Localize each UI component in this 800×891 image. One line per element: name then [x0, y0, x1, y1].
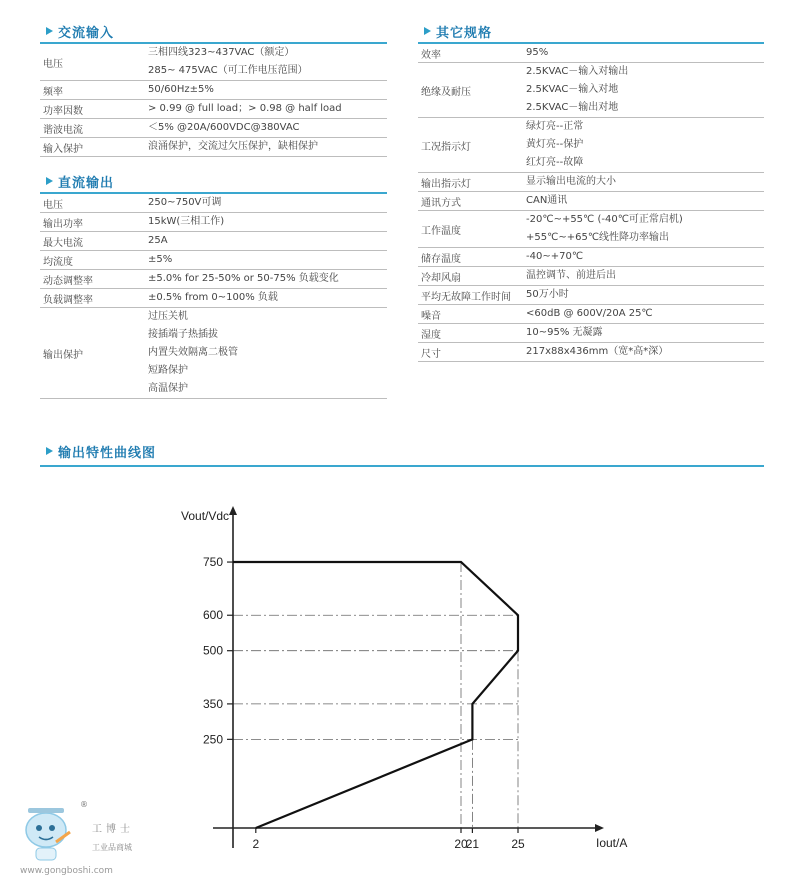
spec-value-line: 黄灯亮--保护	[526, 139, 584, 150]
spec-key: 输出保护	[40, 308, 145, 399]
spec-key: 负载调整率	[40, 289, 145, 308]
spec-key: 频率	[40, 81, 145, 100]
spec-value-line: 显示输出电流的大小	[526, 176, 616, 187]
spec-key: 尺寸	[418, 343, 523, 362]
spec-value-line: 内置失效隔离二极管	[148, 347, 238, 358]
spec-value-line: 2.5KVAC－输入对输出	[526, 66, 629, 77]
gongboshi-logo	[14, 800, 154, 885]
spec-key: 工作温度	[418, 211, 523, 248]
spec-value-line: +55℃~+65℃线性降功率输出	[526, 232, 670, 243]
spec-value-line: 50/60Hz±5%	[148, 84, 214, 95]
spec-value-line: ＜5% @20A/600VDC@380VAC	[148, 122, 300, 133]
dc-output-title: 直流输出	[58, 176, 115, 191]
spec-value-line: 15kW(三相工作)	[148, 216, 225, 227]
logo-name: 工博士	[92, 824, 134, 835]
spec-value-line: ±5.0% for 25-50% or 50-75% 负载变化	[148, 273, 339, 284]
spec-key: 工况指示灯	[418, 118, 523, 173]
y-axis-arrow-icon	[229, 506, 237, 515]
spec-value-line: CAN通讯	[526, 195, 568, 206]
spec-key: 均流度	[40, 251, 145, 270]
spec-key: 冷却风扇	[418, 267, 523, 286]
y-tick-label: 750	[202, 555, 223, 570]
spec-value-line: 过压关机	[148, 311, 188, 322]
spec-key: 谐波电流	[40, 119, 145, 138]
ac-input-title: 交流输入	[58, 26, 115, 41]
x-axis-label: Iout/A	[596, 836, 628, 850]
y-axis-label: Vout/Vdc	[181, 509, 230, 523]
spec-value-line: 285~ 475VAC（可工作电压范围）	[148, 65, 308, 76]
curve-title: 输出特性曲线图	[58, 446, 157, 461]
x-axis-arrow-icon	[595, 824, 604, 832]
spec-value-line: 高温保护	[148, 383, 188, 394]
spec-key: 湿度	[418, 324, 523, 343]
chart-axes	[213, 506, 604, 848]
spec-value-line: ±5%	[148, 254, 173, 265]
spec-value-line: 浪涌保护，交流过欠压保护，缺相保护	[148, 141, 318, 152]
spec-value-line: 10~95% 无凝露	[526, 327, 603, 338]
other-specs-title: 其它规格	[436, 26, 493, 41]
spec-key: 储存温度	[418, 248, 523, 267]
spec-value-line: ±0.5% from 0~100% 负载	[148, 292, 278, 303]
spec-key: 噪音	[418, 305, 523, 324]
x-tick-label: 25	[511, 837, 525, 851]
spec-value-line: 2.5KVAC－输出对地	[526, 102, 619, 113]
spec-key: 通讯方式	[418, 192, 523, 211]
spec-value-line: -40~+70℃	[526, 251, 584, 262]
x-tick-label: 2	[252, 837, 260, 851]
chart-guides	[233, 562, 518, 828]
spec-value-line: 217x88x436mm（宽*高*深）	[526, 346, 669, 357]
spec-value-line: 绿灯亮--正常	[526, 121, 584, 132]
spec-value-line: 红灯亮--故障	[526, 157, 584, 168]
spec-key: 平均无故障工作时间	[418, 286, 523, 305]
spec-value-line: 25A	[148, 235, 168, 246]
spec-key: 输入保护	[40, 138, 145, 157]
y-tick-label: 500	[202, 643, 223, 658]
spec-value-line: 接插端子热插拔	[148, 329, 218, 340]
y-tick-label: 600	[202, 608, 223, 623]
chart-series	[233, 562, 518, 828]
spec-value-line: 95%	[526, 47, 549, 58]
spec-key: 电压	[40, 194, 145, 213]
y-tick-label: 250	[202, 732, 223, 747]
vout-curve	[233, 562, 518, 828]
spec-key: 绝缘及耐压	[418, 63, 523, 118]
spec-key: 电压	[40, 44, 145, 81]
registered-mark: ®	[80, 800, 88, 809]
x-tick-label: 20	[454, 837, 468, 851]
spec-key: 输出功率	[40, 213, 145, 232]
spec-value-line: 250~750V可调	[148, 197, 222, 208]
spec-value-line: 50万小时	[526, 289, 569, 300]
mascot-robot-icon	[18, 802, 88, 864]
logo-url[interactable]: www.gongboshi.com	[20, 866, 113, 876]
chart-ticks	[203, 555, 525, 851]
spec-key: 功率因数	[40, 100, 145, 119]
spec-value-line: 2.5KVAC－输入对地	[526, 84, 619, 95]
x-tick-label: 21	[465, 837, 480, 851]
spec-key: 动态调整率	[40, 270, 145, 289]
logo-tagline: 工业品商城	[92, 843, 132, 852]
spec-value-line: > 0.99 @ full load；> 0.98 @ half load	[148, 103, 342, 114]
spec-key: 效率	[418, 44, 523, 63]
spec-value-line: 短路保护	[148, 365, 188, 376]
y-tick-label: 350	[202, 696, 223, 711]
spec-value-line: 三相四线323~437VAC（额定）	[148, 47, 295, 58]
spec-value-line: -20℃~+55℃ (-40℃可正常启机)	[526, 214, 683, 225]
spec-value-line: 温控调节、前进后出	[526, 270, 616, 281]
spec-key: 输出指示灯	[418, 173, 523, 192]
spec-value-line: <60dB @ 600V/20A 25℃	[526, 308, 653, 319]
spec-key: 最大电流	[40, 232, 145, 251]
